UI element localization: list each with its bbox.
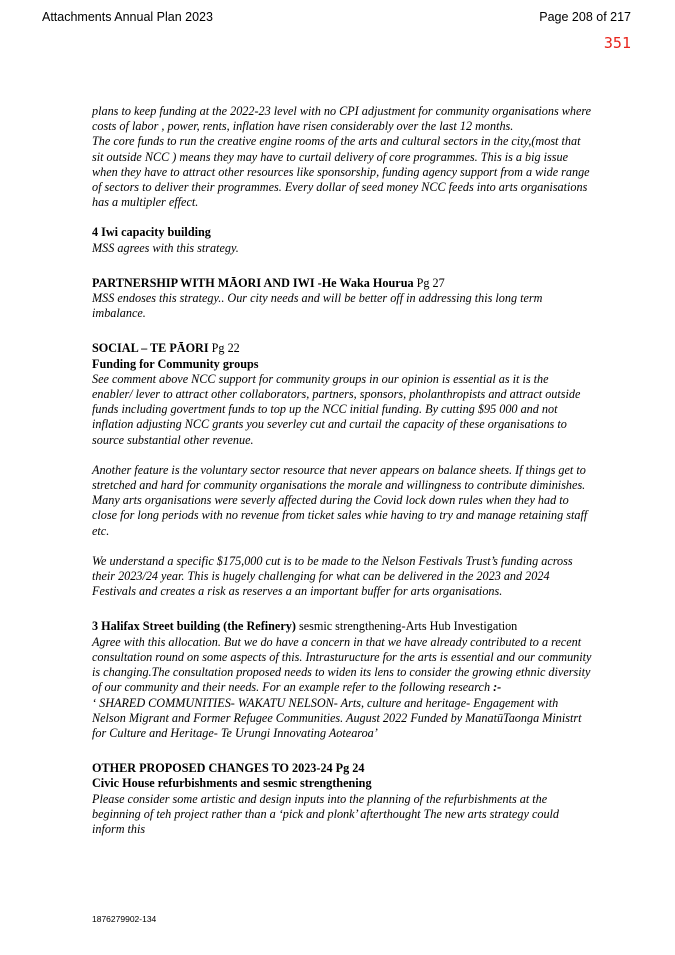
paragraph: MSS agrees with this strategy.	[92, 240, 239, 255]
heading-text: PARTNERSHIP WITH MĀORI AND IWI -He Waka Hourua	[92, 275, 414, 290]
heading-text: SOCIAL – TE PĀORI	[92, 341, 209, 356]
heading-page-ref: Pg 27	[413, 275, 445, 290]
header-page-counter: Page 208 of 217	[539, 10, 631, 24]
paragraph: Please consider some artistic and design inputs into the planning of the refurbishments at the beginning of teh project rather than a ‘pick and plonk’ afterthought The new arts strategy could inform this	[92, 791, 560, 836]
paragraph: See comment above NCC support for community groups in our opinion is essential as it is the enabler/ lever to attract other collaborators, partners, sponsors, pholanthropists and attract outside funds including govertment funds to top up the NCC initial funding. By cutting $95 000 and not inflation adjusting NCC grants you severley cut and curtail the capacity of these organisations to source substantial other revenue.	[92, 371, 581, 447]
paragraph	[92, 635, 592, 696]
research-citation: ‘ SHARED COMMUNITIES- WAKATU NELSON- Arts, culture and heritage- Engagement with Nelson Migrant and Former Refugee Communities. August 2022 Funded by ManatūTaonga Ministrt for Culture and Heritage- Te Urungi Innovating Aotearoa’	[92, 695, 582, 740]
paragraph: We understand a specific $175,000 cut is to be made to the Nelson Festivals Trust’s funding across their 2023/24 year. This is hugely challenging for what can be delivered in the 2023 and 2024 Festivals and creates a risk as reserves a an important buffer for arts organisations.	[92, 553, 573, 599]
section-heading-partnership	[92, 276, 592, 291]
section-heading-social	[92, 341, 592, 356]
document-body	[92, 104, 592, 837]
heading-rest: sesmic strengthening-Arts Hub Investigation	[295, 619, 518, 634]
footer-document-id: 1876279902-134	[92, 914, 157, 924]
subheading-civic: Civic House refurbishments and sesmic strengthening	[92, 776, 372, 791]
paragraph: MSS endoses this strategy.. Our city needs and will be better off in addressing this long term imbalance.	[92, 291, 543, 321]
section-heading-halifax	[92, 619, 592, 634]
subheading-funding: Funding for Community groups	[92, 356, 259, 371]
heading-page-ref: Pg 22	[208, 341, 240, 356]
paragraph: The core funds to run the creative engine rooms of the arts and cultural sectors in the city,(most that sit outside NCC ) means they may have to curtail delivery of core programmes. This is a big issue when they have to attract other resources like sponsorship, funding agency support from a wide range of sectors to deliver their programmes. Every dollar of seed money NCC feeds into arts organisations has a multipler effect.	[92, 134, 590, 210]
paragraph-tail: :-	[493, 680, 502, 695]
heading-text: 3 Halifax Street building (the Refinery)	[92, 619, 296, 634]
header-document-title: Attachments Annual Plan 2023	[42, 10, 213, 24]
paragraph-text: Agree with this allocation. But we do have a concern in that we have already contributed to a recent consultation round on some aspects of this. Intrasturucture for the arts is essential and our community is changing.The consultation proposed needs to widen its lens to consider the growing ethnic diversity of our community and their needs. For an example refer to the following research	[92, 634, 592, 695]
paragraph: plans to keep funding at the 2022-23 level with no CPI adjustment for community organisations where costs of labor , power, rents, inflation have risen considerably over the last 12 months.	[92, 104, 592, 134]
page-number-stamp: 351	[603, 34, 631, 52]
section-heading-iwi: 4 Iwi capacity building	[92, 225, 211, 240]
section-heading-other: OTHER PROPOSED CHANGES TO 2023-24 Pg 24	[92, 761, 365, 776]
paragraph: Another feature is the voluntary sector resource that never appears on balance sheets. If things get to stretched and hard for community organisations the morale and willingness to contribute diminishes. Many arts organisations were severly affected during the Covid lock down rules when they had to close for long periods with no revenue from ticket sales whie having to try and manage retaining staff etc.	[92, 462, 588, 538]
